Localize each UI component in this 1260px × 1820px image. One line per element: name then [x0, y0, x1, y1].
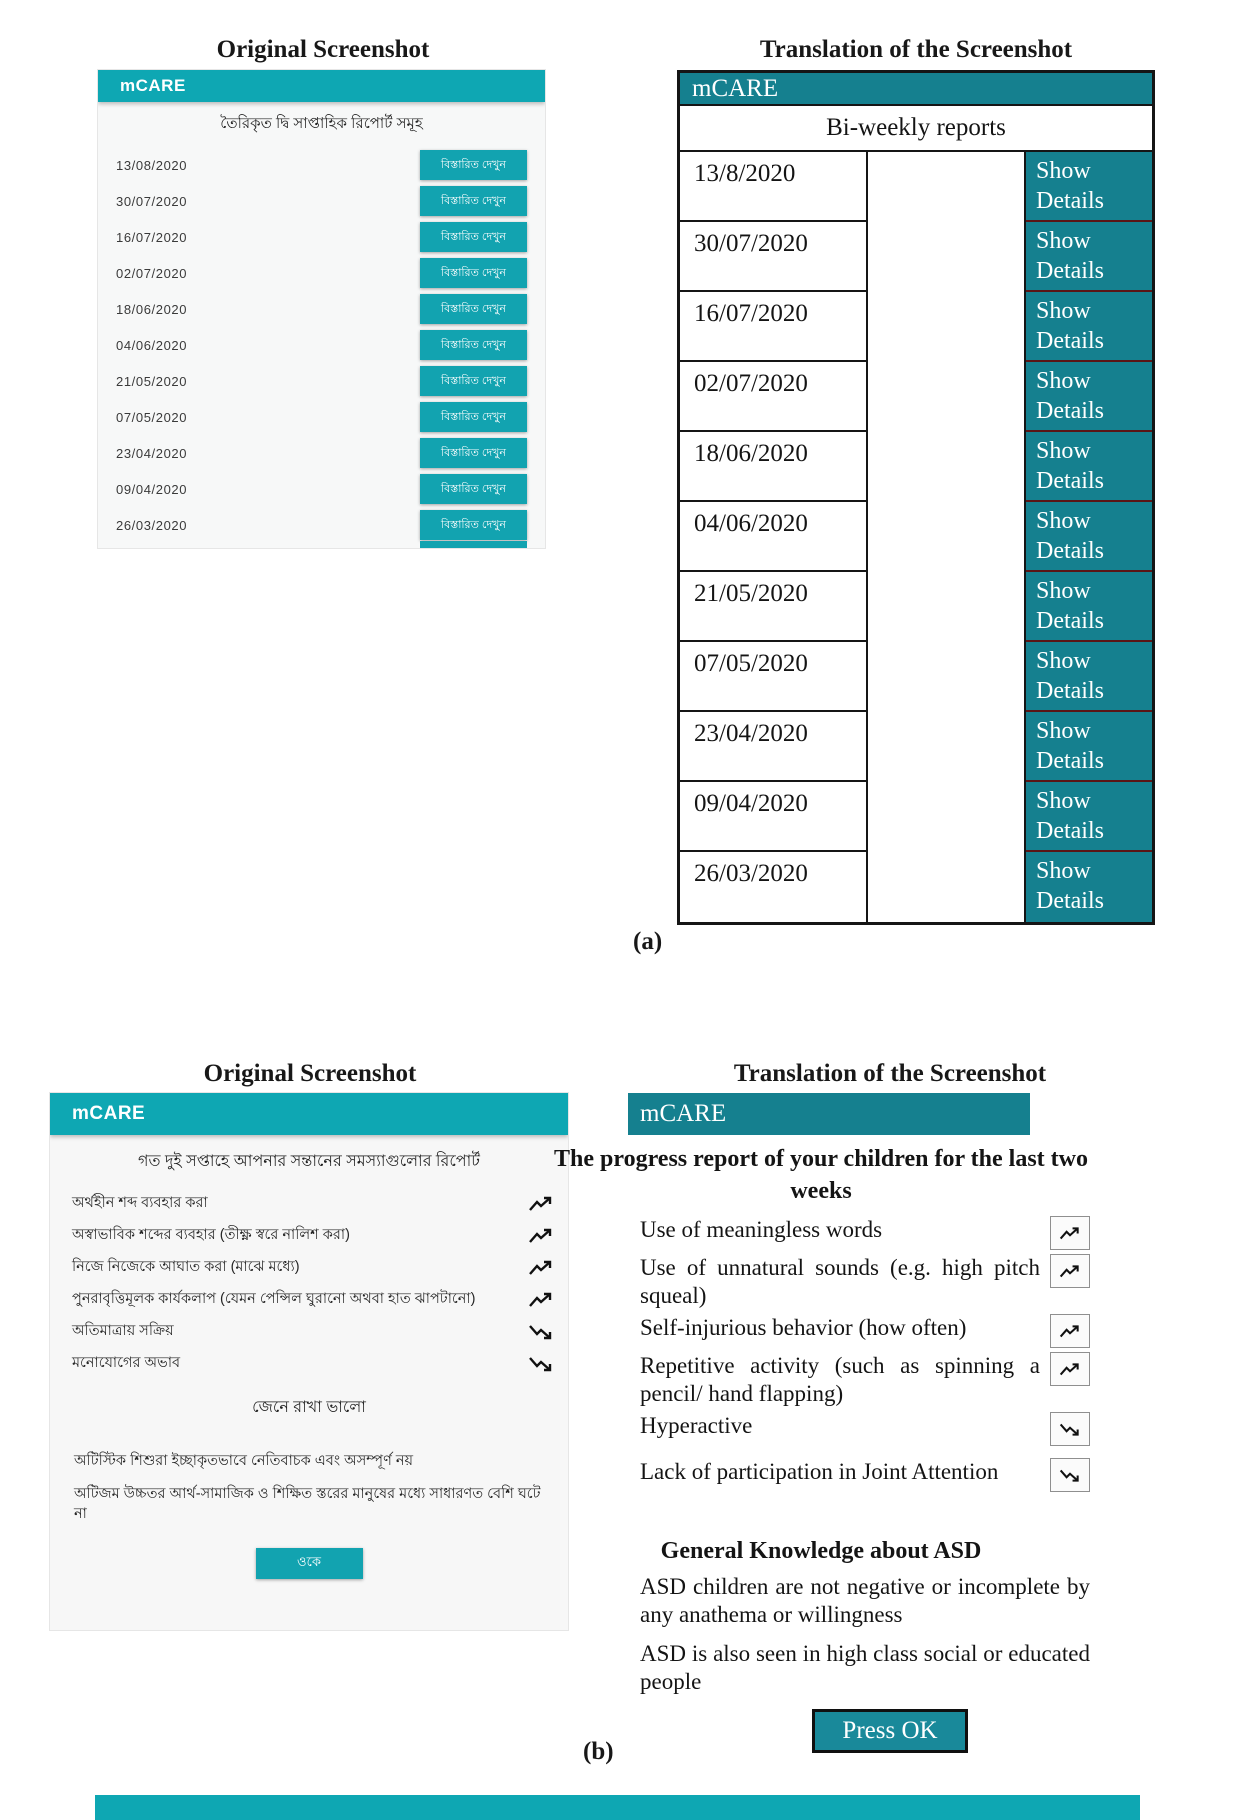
caption-a: (a) [633, 928, 663, 955]
caption-b: (b) [583, 1738, 614, 1765]
app-title: mCARE [72, 1103, 146, 1124]
heading-original-screenshot-a: Original Screenshot [216, 36, 430, 63]
symptom-label: Self-injurious behavior (how often) [640, 1315, 967, 1340]
table-row [680, 432, 1152, 502]
original-screenshot-b [50, 1093, 568, 1630]
report-date: 07/05/2020 [116, 409, 188, 425]
table-row [680, 642, 1152, 712]
app-header-bar [50, 1093, 568, 1135]
show-details-button[interactable]: বিস্তারিত দেখুন [420, 438, 527, 468]
heading-original-screenshot-b: Original Screenshot [203, 1060, 417, 1087]
table-row [680, 292, 1152, 362]
info-heading: জেনে রাখা ভালো [252, 1399, 366, 1416]
screen-title: The progress report of your children for the last two weeks [554, 1146, 1088, 1204]
symptom-label: নিজে নিজেকে আঘাত করা (মাঝে মধ্যে) [72, 1259, 300, 1275]
table-row [680, 712, 1152, 782]
symptom-row [72, 1321, 556, 1342]
report-date: 16/07/2020 [680, 292, 868, 362]
press-ok-button[interactable]: Press OK [812, 1709, 968, 1753]
report-date: 16/07/2020 [116, 229, 188, 245]
show-details-button[interactable]: Show Details [1026, 432, 1152, 502]
next-section-app-bar-partial [95, 1795, 1140, 1820]
report-date: 30/07/2020 [116, 193, 188, 209]
report-list-title: তৈরিকৃত দ্বি সাপ্তাহিক রিপোর্ট সমূহ [220, 115, 423, 132]
show-details-button[interactable]: Show Details [1026, 502, 1152, 572]
report-row [116, 294, 527, 324]
report-date: 02/07/2020 [116, 265, 188, 281]
show-details-button[interactable]: Show Details [1026, 852, 1152, 922]
report-date: 21/05/2020 [116, 373, 188, 389]
show-details-button[interactable]: Show Details [1026, 642, 1152, 712]
show-details-button[interactable]: বিস্তারিত দেখুন [420, 186, 527, 216]
report-row [116, 474, 527, 504]
report-date: 13/8/2020 [680, 152, 868, 222]
report-date: 23/04/2020 [680, 712, 868, 782]
empty-cell [868, 502, 1026, 572]
symptom-label: পুনরাবৃত্তিমূলক কার্যকলাপ (যেমন পেন্সিল ঘুরানো অথবা হাত ঝাপটানো) [72, 1291, 476, 1307]
show-details-button[interactable]: বিস্তারিত দেখুন [420, 150, 527, 180]
report-list [98, 137, 545, 540]
show-details-button[interactable]: Show Details [1026, 152, 1152, 222]
symptom-list [552, 1216, 1090, 1492]
translation-table-a [677, 70, 1155, 925]
table-row [680, 362, 1152, 432]
trend-down-icon [1050, 1458, 1090, 1492]
report-row [116, 258, 527, 288]
report-date: 04/06/2020 [116, 337, 188, 353]
show-details-button[interactable]: বিস্তারিত দেখুন [420, 402, 527, 432]
info-line-1: ASD children are not negative or incomplete by any anathema or willingness [640, 1574, 1090, 1627]
app-title: mCARE [692, 74, 779, 102]
report-date: 26/03/2020 [680, 852, 868, 922]
show-details-button[interactable]: বিস্তারিত দেখুন [420, 222, 527, 252]
app-header-bar [628, 1093, 1030, 1135]
app-header-bar [680, 73, 1152, 106]
empty-cell [868, 152, 1026, 222]
original-screenshot-a [98, 70, 545, 548]
report-date: 21/05/2020 [680, 572, 868, 642]
trend-down-icon [1050, 1412, 1090, 1446]
report-row [116, 150, 527, 180]
report-date: 26/03/2020 [116, 517, 188, 533]
symptom-row [552, 1216, 1090, 1250]
app-title: mCARE [120, 76, 186, 95]
show-details-button[interactable]: বিস্তারিত দেখুন [420, 510, 527, 540]
empty-cell [868, 852, 1026, 922]
show-details-button[interactable]: বিস্তারিত দেখুন [420, 366, 527, 396]
symptom-row [72, 1225, 556, 1246]
symptom-row [552, 1458, 1090, 1492]
empty-cell [868, 432, 1026, 502]
show-details-button[interactable]: বিস্তারিত দেখুন [420, 294, 527, 324]
show-details-button[interactable]: বিস্তারিত দেখুন [420, 258, 527, 288]
show-details-button[interactable]: Show Details [1026, 572, 1152, 642]
heading-translation-screenshot-b: Translation of the Screenshot [733, 1060, 1047, 1087]
report-date: 09/04/2020 [680, 782, 868, 852]
show-details-button[interactable]: Show Details [1026, 222, 1152, 292]
symptom-row [72, 1257, 556, 1278]
report-date: 02/07/2020 [680, 362, 868, 432]
trend-up-icon [1050, 1352, 1090, 1386]
table-row [680, 152, 1152, 222]
symptom-label: Repetitive activity (such as spinning a pencil/ hand flapping) [640, 1353, 1040, 1406]
symptom-label: মনোযোগের অভাব [72, 1355, 181, 1371]
screen-title: গত দুই সপ্তাহে আপনার সন্তানের সমস্যাগুলোর রিপোর্ট [138, 1153, 480, 1170]
info-line-2: অটিজম উচ্চতর আর্থ-সামাজিক ও শিক্ষিত স্তরের মানুষের মধ্যে সাধারণত বেশি ঘটে না [74, 1486, 541, 1522]
app-header-bar [98, 70, 545, 102]
report-date: 13/08/2020 [116, 157, 188, 173]
symptom-label: Use of unnatural sounds (e.g. high pitch squeal) [640, 1255, 1040, 1308]
report-row [116, 510, 527, 540]
report-row [116, 366, 527, 396]
table-row [680, 852, 1152, 922]
report-date: 04/06/2020 [680, 502, 868, 572]
empty-cell [868, 292, 1026, 362]
next-button-partial[interactable] [420, 541, 527, 548]
table-title: Bi-weekly reports [680, 106, 1152, 152]
symptom-row [552, 1314, 1090, 1348]
report-date: 23/04/2020 [116, 445, 188, 461]
report-date: 07/05/2020 [680, 642, 868, 712]
symptom-row [72, 1353, 556, 1374]
heading-translation-screenshot-a: Translation of the Screenshot [759, 36, 1073, 63]
table-row [680, 572, 1152, 642]
translation-text-b [552, 1143, 1090, 1753]
report-date: 18/06/2020 [680, 432, 868, 502]
symptom-label: অতিমাত্রায় সক্রিয় [72, 1323, 174, 1339]
report-date: 30/07/2020 [680, 222, 868, 292]
table-row [680, 222, 1152, 292]
empty-cell [868, 572, 1026, 642]
empty-cell [868, 782, 1026, 852]
symptom-label: Hyperactive [640, 1413, 753, 1438]
symptom-list [50, 1193, 568, 1374]
ok-button[interactable]: ওকে [256, 1548, 363, 1579]
empty-cell [868, 712, 1026, 782]
app-title: mCARE [640, 1100, 727, 1127]
info-line-2: ASD is also seen in high class social or educated people [640, 1641, 1090, 1694]
report-date: 18/06/2020 [116, 301, 188, 317]
info-heading: General Knowledge about ASD [660, 1538, 982, 1564]
show-details-button[interactable]: Show Details [1026, 712, 1152, 782]
symptom-row [552, 1254, 1090, 1310]
table-row [680, 502, 1152, 572]
symptom-row [72, 1193, 556, 1214]
report-row [116, 330, 527, 360]
empty-cell [868, 222, 1026, 292]
show-details-button[interactable]: বিস্তারিত দেখুন [420, 330, 527, 360]
show-details-button[interactable]: Show Details [1026, 292, 1152, 362]
symptom-label: Lack of participation in Joint Attention [640, 1459, 999, 1484]
table-row [680, 782, 1152, 852]
symptom-label: Use of meaningless words [640, 1217, 883, 1242]
info-line-1: অটিস্টিক শিশুরা ইচ্ছাকৃতভাবে নেতিবাচক এবং অসম্পূর্ণ নয় [74, 1453, 414, 1469]
empty-cell [868, 642, 1026, 712]
report-date: 09/04/2020 [116, 481, 188, 497]
report-row [116, 222, 527, 252]
table-rows [680, 152, 1152, 922]
trend-up-icon [1050, 1216, 1090, 1250]
report-row [116, 186, 527, 216]
report-row [116, 402, 527, 432]
show-details-button[interactable]: বিস্তারিত দেখুন [420, 474, 527, 504]
symptom-row [552, 1352, 1090, 1408]
show-details-button[interactable]: Show Details [1026, 782, 1152, 852]
show-details-button[interactable]: Show Details [1026, 362, 1152, 432]
symptom-row [72, 1289, 556, 1310]
symptom-label: অর্থহীন শব্দ ব্যবহার করা [72, 1195, 208, 1211]
trend-up-icon [1050, 1254, 1090, 1288]
symptom-row [552, 1412, 1090, 1446]
report-row [116, 438, 527, 468]
empty-cell [868, 362, 1026, 432]
symptom-label: অস্বাভাবিক শব্দের ব্যবহার (তীক্ষ্ণ স্বরে নালিশ করা) [72, 1227, 350, 1243]
trend-up-icon [1050, 1314, 1090, 1348]
